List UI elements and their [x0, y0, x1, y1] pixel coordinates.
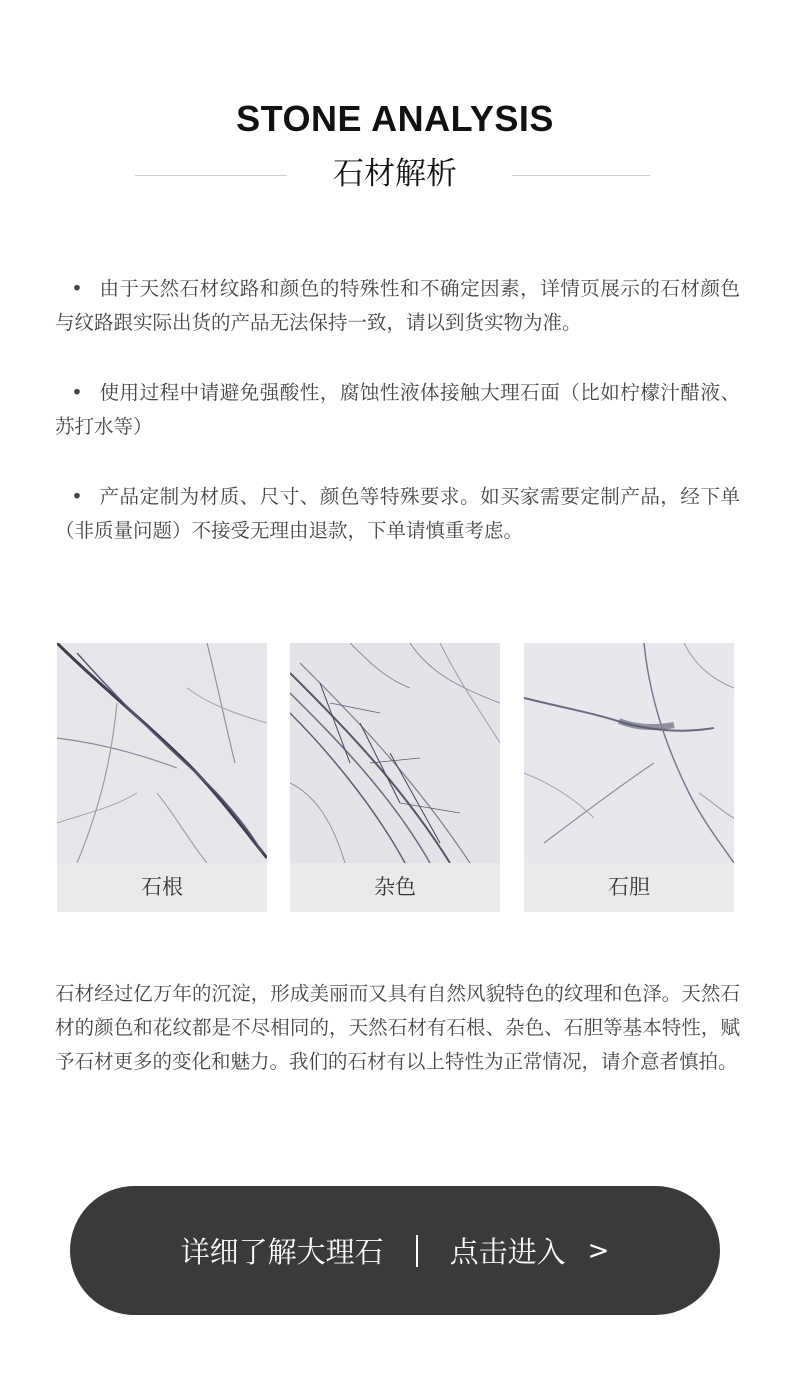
swatch-stone-root	[57, 643, 267, 912]
swatch-stone-core	[524, 643, 734, 912]
note-item	[55, 480, 740, 548]
marble-core-image	[524, 643, 734, 863]
enter-label: 点击进入	[449, 1235, 566, 1269]
cta-divider	[416, 1235, 418, 1267]
learn-more-button[interactable]	[70, 1186, 720, 1315]
stone-description: 石材经过亿万年的沉淀，形成美丽而又具有自然风貌特色的纹理和色泽。天然石材的颜色和花纹都是不尽相同的，天然石材有石根、杂色、石胆等基本特性，赋予石材更多的变化和魅力。我们的石材有以上特性为正常情况，请介意者慎拍。	[55, 982, 740, 1073]
marble-mixed-image	[290, 643, 500, 863]
stone-swatches	[57, 643, 737, 912]
swatch-label: 石根	[141, 875, 183, 899]
bullet-icon: •	[71, 485, 83, 508]
swatch-mixed-color	[290, 643, 500, 912]
note-text: 产品定制为材质、尺寸、颜色等特殊要求。如买家需要定制产品，经下单（非质量问题）不接受无理由退款，下单请慎重考虑。	[55, 485, 740, 542]
subtitle-row	[0, 152, 790, 196]
learn-more-label: 详细了解大理石	[180, 1235, 384, 1269]
note-text: 使用过程中请避免强酸性，腐蚀性液体接触大理石面（比如柠檬汁醋液、苏打水等）	[55, 381, 740, 438]
marble-root-image	[57, 643, 267, 863]
page-title-zh: 石材解析	[333, 156, 457, 192]
notes-list	[55, 272, 740, 584]
note-item	[55, 376, 740, 444]
swatch-label: 杂色	[374, 875, 416, 899]
bullet-icon: •	[71, 277, 83, 300]
page-title-en: STONE ANALYSIS	[236, 98, 554, 139]
note-text: 由于天然石材纹路和颜色的特殊性和不确定因素，详情页展示的石材颜色与纹路跟实际出货的产品无法保持一致，请以到货实物为准。	[55, 277, 740, 334]
note-item	[55, 272, 740, 340]
chevron-right-icon: >	[587, 1235, 610, 1266]
bullet-icon: •	[71, 381, 83, 404]
swatch-label: 石胆	[608, 875, 650, 899]
subtitle-divider-right	[512, 175, 650, 176]
